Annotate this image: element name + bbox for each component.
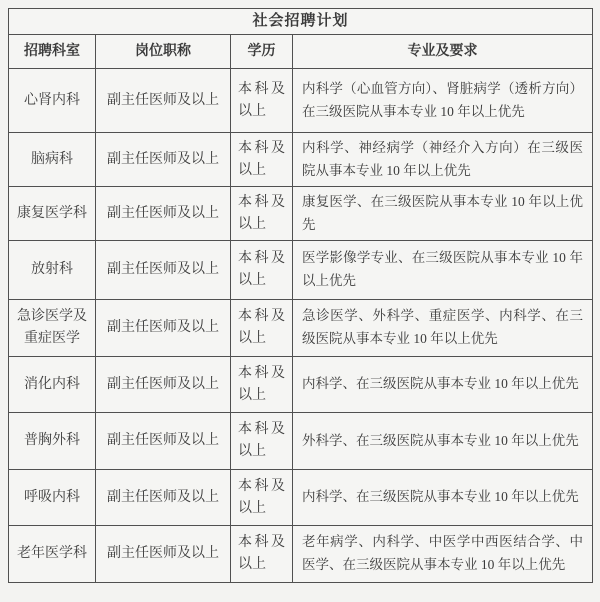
education-cell: 本科及以上 (231, 526, 293, 583)
table-row (9, 470, 593, 526)
table-title: 社会招聘计划 (9, 9, 593, 35)
table-row (9, 69, 593, 133)
table-row (9, 357, 593, 413)
header-position: 岗位职称 (96, 35, 231, 69)
dept-cell: 呼吸内科 (9, 470, 96, 526)
education-cell: 本科及以上 (231, 69, 293, 133)
table-row (9, 413, 593, 470)
header-education: 学历 (231, 35, 293, 69)
education-cell: 本科及以上 (231, 300, 293, 357)
requirements-cell: 内科学（心血管方向）、肾脏病学（透析方向）在三级医院从事本专业 10 年以上优先 (293, 69, 593, 133)
education-cell: 本科及以上 (231, 241, 293, 300)
table-row (9, 241, 593, 300)
position-cell: 副主任医师及以上 (96, 357, 231, 413)
title-row (9, 9, 593, 35)
position-cell: 副主任医师及以上 (96, 470, 231, 526)
requirements-cell: 医学影像学专业、在三级医院从事本专业 10 年以上优先 (293, 241, 593, 300)
recruitment-plan-table (8, 8, 593, 583)
position-cell: 副主任医师及以上 (96, 241, 231, 300)
dept-cell: 消化内科 (9, 357, 96, 413)
header-dept: 招聘科室 (9, 35, 96, 69)
dept-cell: 康复医学科 (9, 187, 96, 241)
dept-cell: 脑病科 (9, 133, 96, 187)
table-row (9, 187, 593, 241)
education-cell: 本科及以上 (231, 187, 293, 241)
education-cell: 本科及以上 (231, 470, 293, 526)
requirements-cell: 外科学、在三级医院从事本专业 10 年以上优先 (293, 413, 593, 470)
requirements-cell: 内科学、在三级医院从事本专业 10 年以上优先 (293, 470, 593, 526)
position-cell: 副主任医师及以上 (96, 526, 231, 583)
education-cell: 本科及以上 (231, 413, 293, 470)
table-row (9, 526, 593, 583)
position-cell: 副主任医师及以上 (96, 133, 231, 187)
requirements-cell: 老年病学、内科学、中医学中西医结合学、中医学、在三级医院从事本专业 10 年以上优先 (293, 526, 593, 583)
requirements-cell: 内科学、在三级医院从事本专业 10 年以上优先 (293, 357, 593, 413)
table-row (9, 300, 593, 357)
dept-cell: 急诊医学及重症医学 (9, 300, 96, 357)
header-requirements: 专业及要求 (293, 35, 593, 69)
education-cell: 本科及以上 (231, 133, 293, 187)
dept-cell: 心肾内科 (9, 69, 96, 133)
requirements-cell: 康复医学、在三级医院从事本专业 10 年以上优先 (293, 187, 593, 241)
position-cell: 副主任医师及以上 (96, 300, 231, 357)
requirements-cell: 内科学、神经病学（神经介入方向）在三级医院从事本专业 10 年以上优先 (293, 133, 593, 187)
table-row (9, 133, 593, 187)
position-cell: 副主任医师及以上 (96, 187, 231, 241)
education-cell: 本科及以上 (231, 357, 293, 413)
header-row (9, 35, 593, 69)
dept-cell: 放射科 (9, 241, 96, 300)
dept-cell: 普胸外科 (9, 413, 96, 470)
requirements-cell: 急诊医学、外科学、重症医学、内科学、在三级医院从事本专业 10 年以上优先 (293, 300, 593, 357)
position-cell: 副主任医师及以上 (96, 413, 231, 470)
position-cell: 副主任医师及以上 (96, 69, 231, 133)
dept-cell: 老年医学科 (9, 526, 96, 583)
